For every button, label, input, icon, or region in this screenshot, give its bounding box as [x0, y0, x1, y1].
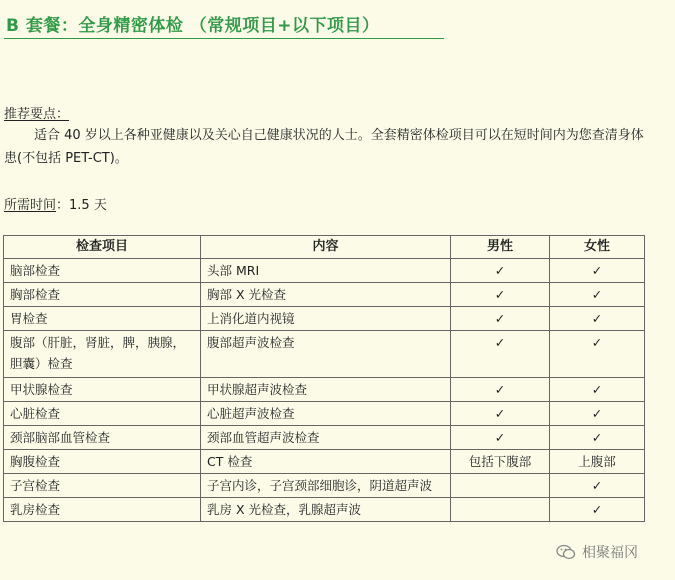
cell-content: 腹部超声波检查: [201, 331, 451, 378]
table-row: [4, 283, 645, 307]
cell-female: ✓: [550, 307, 645, 331]
cell-content: 乳房 X 光检查，乳腺超声波: [201, 498, 451, 522]
header-female: 女性: [550, 236, 645, 259]
table-row: [4, 402, 645, 426]
cell-content: 甲状腺超声波检查: [201, 378, 451, 402]
cell-item: 脑部检查: [4, 259, 201, 283]
cell-item: 腹部（肝脏，肾脏，脾，胰腺，胆囊）检查: [4, 331, 201, 378]
title-underline: [4, 38, 444, 39]
table-row: [4, 474, 645, 498]
cell-item: 子宫检查: [4, 474, 201, 498]
cell-male: ✓: [451, 259, 550, 283]
cell-female: ✓: [550, 426, 645, 450]
cell-content: 头部 MRI: [201, 259, 451, 283]
cell-item: 甲状腺检查: [4, 378, 201, 402]
table-row: [4, 450, 645, 474]
time-value: ：1.5 天: [56, 198, 107, 213]
cell-female: 上腹部: [550, 450, 645, 474]
cell-male: [451, 498, 550, 522]
cell-content: 心脏超声波检查: [201, 402, 451, 426]
exam-table: [3, 235, 645, 522]
time-row: [4, 194, 107, 213]
cell-content: 子宫内诊，子宫颈部细胞诊，阴道超声波: [201, 474, 451, 498]
cell-male: ✓: [451, 378, 550, 402]
recommend-label: 推荐要点：: [4, 107, 70, 122]
cell-item: 颈部脑部血管检查: [4, 426, 201, 450]
cell-male: ✓: [451, 307, 550, 331]
cell-female: ✓: [550, 259, 645, 283]
cell-content: 胸部 X 光检查: [201, 283, 451, 307]
cell-male: ✓: [451, 283, 550, 307]
wechat-icon: [556, 544, 576, 560]
recommend-text-line1: 适合 40 岁以上各种亚健康以及关心自己健康状况的人士。全套精密体检项目可以在短时间内为您查清身体: [34, 128, 644, 143]
watermark-text: 相聚福冈: [582, 545, 638, 561]
cell-female: ✓: [550, 498, 645, 522]
cell-female: ✓: [550, 378, 645, 402]
cell-content: 上消化道内视镜: [201, 307, 451, 331]
table-row: [4, 259, 645, 283]
table-row: [4, 307, 645, 331]
page-title: B 套餐：全身精密体检 （常规项目+以下项目）: [6, 16, 380, 36]
cell-male: ✓: [451, 331, 550, 378]
cell-male: ✓: [451, 402, 550, 426]
table-row: [4, 331, 645, 378]
cell-item: 胃检查: [4, 307, 201, 331]
cell-female: ✓: [550, 474, 645, 498]
table-row: [4, 426, 645, 450]
cell-male: 包括下腹部: [451, 450, 550, 474]
cell-item: 胸腹检查: [4, 450, 201, 474]
header-content: 内容: [201, 236, 451, 259]
table-row: [4, 498, 645, 522]
watermark: [556, 542, 638, 562]
cell-item: 乳房检查: [4, 498, 201, 522]
cell-male: [451, 474, 550, 498]
cell-female: ✓: [550, 283, 645, 307]
header-male: 男性: [451, 236, 550, 259]
table-row: [4, 378, 645, 402]
table-header-row: [4, 236, 645, 259]
cell-item: 心脏检查: [4, 402, 201, 426]
cell-female: ✓: [550, 331, 645, 378]
cell-male: ✓: [451, 426, 550, 450]
cell-content: CT 检查: [201, 450, 451, 474]
cell-item: 胸部检查: [4, 283, 201, 307]
cell-content: 颈部血管超声波检查: [201, 426, 451, 450]
header-item: 检查项目: [4, 236, 201, 259]
time-label: 所需时间: [4, 198, 57, 213]
cell-female: ✓: [550, 402, 645, 426]
recommend-text-line2: 患(不包括 PET-CT)。: [4, 151, 128, 166]
